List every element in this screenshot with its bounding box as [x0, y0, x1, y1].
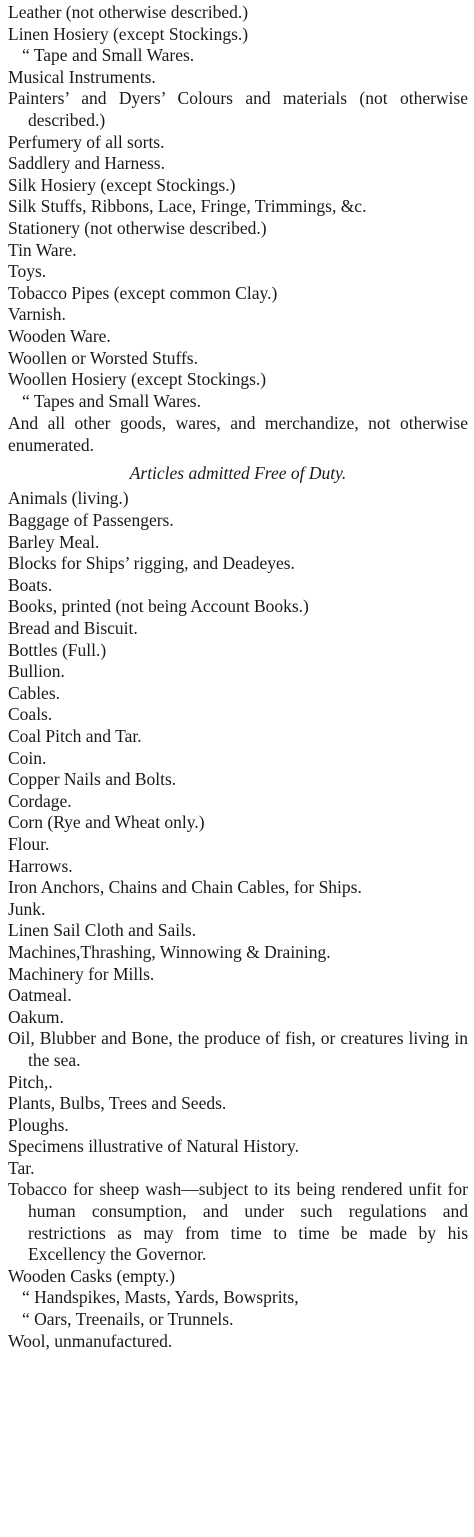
list-item: Cordage. [8, 790, 72, 811]
list-item: Bullion. [8, 661, 65, 682]
list-item: Bread and Biscuit. [8, 618, 138, 639]
list-item: Painters’ and Dyers’ Colours and materials (not otherwise described.) [8, 88, 468, 130]
list-item: Iron Anchors, Chains and Chain Cables, for Ships. [8, 877, 362, 898]
dutiable-items-list [8, 2, 468, 412]
list-item: Woollen or Worsted Stuffs. [8, 347, 198, 368]
list-item: Stationery (not otherwise described.) [8, 217, 267, 238]
list-item: Woollen Hosiery (except Stockings.) [8, 369, 267, 390]
list-item: Tin Ware. [8, 239, 77, 260]
list-item: Oil, Blubber and Bone, the produce of fish, or creatures living in the sea. [8, 1028, 468, 1070]
list-item: Coin. [8, 747, 47, 768]
list-item: “ Oars, Treenails, or Trunnels. [22, 1309, 234, 1330]
list-item: Toys. [8, 261, 47, 282]
list-item: Books, printed (not being Account Books.) [8, 596, 309, 617]
list-item: “ Tape and Small Wares. [22, 45, 195, 66]
list-item: Silk Hosiery (except Stockings.) [8, 174, 236, 195]
list-item: Perfumery of all sorts. [8, 131, 165, 152]
free-items-list [8, 488, 468, 1352]
list-item: Harrows. [8, 855, 73, 876]
list-item: Wooden Casks (empty.) [8, 1265, 176, 1286]
list-item: Linen Hosiery (except Stockings.) [8, 23, 249, 44]
list-item: Baggage of Passengers. [8, 510, 174, 531]
list-item: Copper Nails and Bolts. [8, 769, 177, 790]
list-item: Barley Meal. [8, 531, 100, 552]
list-item: Animals (living.) [8, 488, 129, 509]
list-item: Varnish. [8, 304, 66, 325]
list-item: Tobacco for sheep wash—subject to its being rendered unfit for human consumption, and under such regulations and restrictions as may from time to time be made by his Excellency the Governor. [8, 1179, 468, 1265]
list-item: Tar. [8, 1157, 35, 1178]
list-item: Ploughs. [8, 1114, 69, 1135]
list-item: “ Handspikes, Masts, Yards, Bowsprits, [22, 1287, 299, 1308]
list-item: Wooden Ware. [8, 325, 111, 346]
section-heading: Articles admitted Free of Duty. [129, 463, 347, 484]
list-item: Machines,Thrashing, Winnowing & Draining. [8, 941, 331, 962]
list-item: Oakum. [8, 1006, 64, 1027]
list-item: Specimens illustrative of Natural History. [8, 1136, 299, 1157]
list-item: Flour. [8, 833, 50, 854]
list-item: Musical Instruments. [8, 66, 156, 87]
list-item: Junk. [8, 898, 46, 919]
list-item: Blocks for Ships’ rigging, and Deadeyes. [8, 553, 295, 574]
list-item: Coal Pitch and Tar. [8, 726, 142, 746]
list-item: Linen Sail Cloth and Sails. [8, 920, 197, 941]
list-item: Cables. [8, 682, 61, 703]
list-item: Wool, unmanufactured. [8, 1330, 173, 1351]
list-item: Tobacco Pipes (except common Clay.) [8, 282, 278, 303]
list-item: Boats. [8, 574, 53, 595]
list-item: Pitch,. [8, 1071, 53, 1092]
list-item: Saddlery and Harness. [8, 153, 165, 174]
list-item: Coals. [8, 704, 53, 725]
list-item: Bottles (Full.) [8, 639, 107, 660]
list-item: Corn (Rye and Wheat only.) [8, 812, 205, 833]
list-item: Silk Stuffs, Ribbons, Lace, Fringe, Trimmings, &c. [8, 196, 367, 217]
list-item: Oatmeal. [8, 985, 72, 1006]
list-item: “ Tapes and Small Wares. [22, 390, 201, 411]
list-item: Machinery for Mills. [8, 963, 155, 984]
closing-paragraph: And all other goods, wares, and merchandize, not otherwise enumerated. [8, 413, 468, 455]
list-item: Plants, Bulbs, Trees and Seeds. [8, 1093, 227, 1114]
list-item: Leather (not otherwise described.) [8, 2, 249, 22]
